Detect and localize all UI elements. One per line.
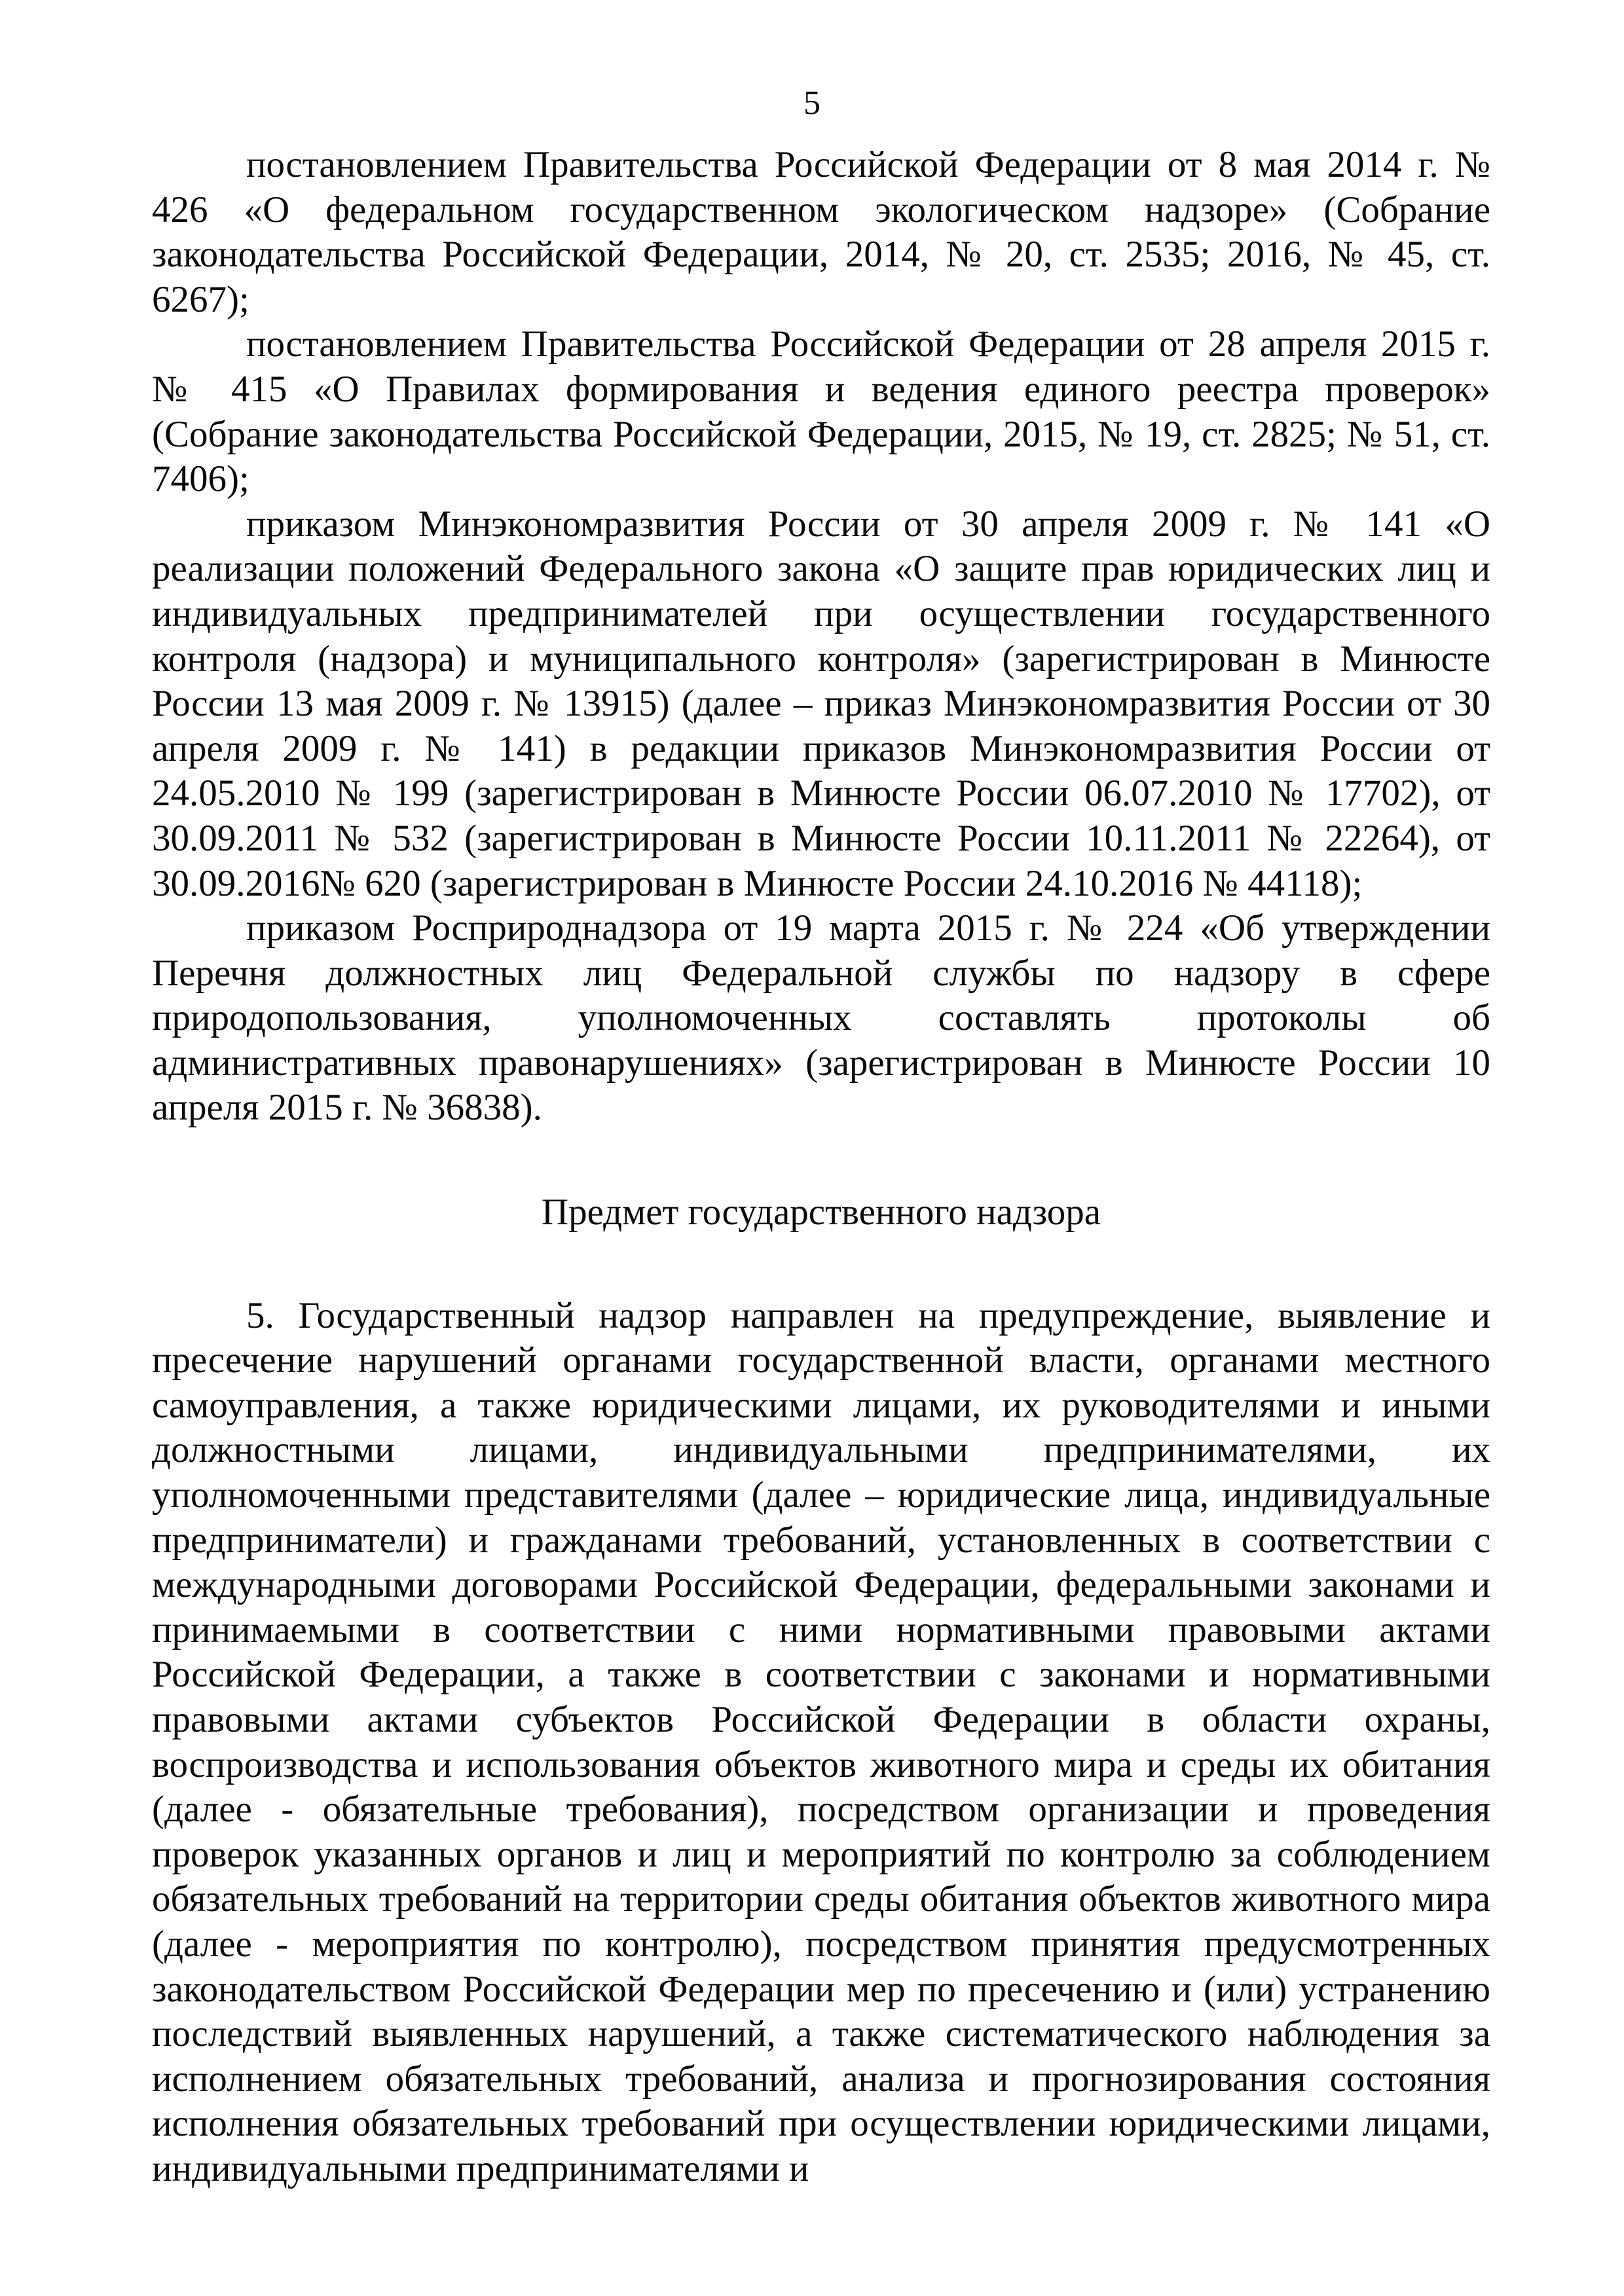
legal-act-paragraph: приказом Росприроднадзора от 19 марта 2015 г. № 224 «Об утверждении Перечня должностных лиц Федеральной службы по надзору в сфере природопользования, уполномоченных составлять протоколы об административных правонарушениях» (зарегистрирован в Минюсте России 10 апреля 2015 г. № 36838). [152, 907, 1490, 1129]
section-heading: Предмет государственного надзора [541, 1192, 1101, 1233]
legal-act-paragraph: постановлением Правительства Российской Федерации от 28 апреля 2015 г. № 415 «О Правилах формирования и ведения единого реестра проверок» (Собрание законодательства Российской Федерации, 2015, № 19, ст. 2825; № 51, ст. 7406); [152, 323, 1490, 500]
legal-act-paragraph: приказом Минэкономразвития России от 30 апреля 2009 г. № 141 «О реализации положений Федерального закона «О защите прав юридических лиц и индивидуальных предпринимателей при осуществлении государственного контроля (надзора) и муниципального контроля» (зарегистрирован в Минюсте России 13 мая 2009 г. № 13915) (далее – приказ Минэкономразвития России от 30 апреля 2009 г. № 141) в редакции приказов Минэкономразвития России от 24.05.2010 № 199 (зарегистрирован в Минюсте России 06.07.2010 № 17702), от 30.09.2011 № 532 (зарегистрирован в Минюсте России 10.11.2011 № 22264), от 30.09.2016№ 620 (зарегистрирован в Минюсте России 24.10.2016 № 44118); [152, 503, 1490, 904]
page-number: 5 [803, 84, 821, 122]
paragraph-5: 5. Государственный надзор направлен на предупреждение, выявление и пресечение нарушений органами государственной власти, органами местного самоуправления, а также юридическими лицами, их руководителями и иными должностными лицами, индивидуальными предпринимателями, их уполномоченными представителями (далее – юридические лица, индивидуальные предприниматели) и гражданами требований, установленных в соответствии с международными договорами Российской Федерации, федеральными законами и принимаемыми в соответствии с ними нормативными правовыми актами Российской Федерации, а также в соответствии с законами и нормативными правовыми актами субъектов Российской Федерации в области охраны, воспроизводства и использования объектов животного мира и среды их обитания (далее - обязательные требования), посредством организации и проведения проверок указанных органов и лиц и мероприятий по контролю за соблюдением обязательных требований на территории среды обитания объектов животного мира (далее - мероприятия по контролю), посредством принятия предусмотренных законодательством Российской Федерации мер по пресечению и (или) устранению последствий выявленных нарушений, а также систематического наблюдения за исполнением обязательных требований, анализа и прогнозирования состояния исполнения обязательных требований при осуществлении юридическими лицами, индивидуальными предпринимателями и [152, 1294, 1490, 2189]
legal-acts-list [152, 143, 1490, 2192]
legal-act-paragraph: постановлением Правительства Российской Федерации от 8 мая 2014 г. № 426 «О федеральном государственном экологическом надзоре» (Собрание законодательства Российской Федерации, 2014, № 20, ст. 2535; 2016, № 45, ст. 6267); [152, 144, 1490, 320]
